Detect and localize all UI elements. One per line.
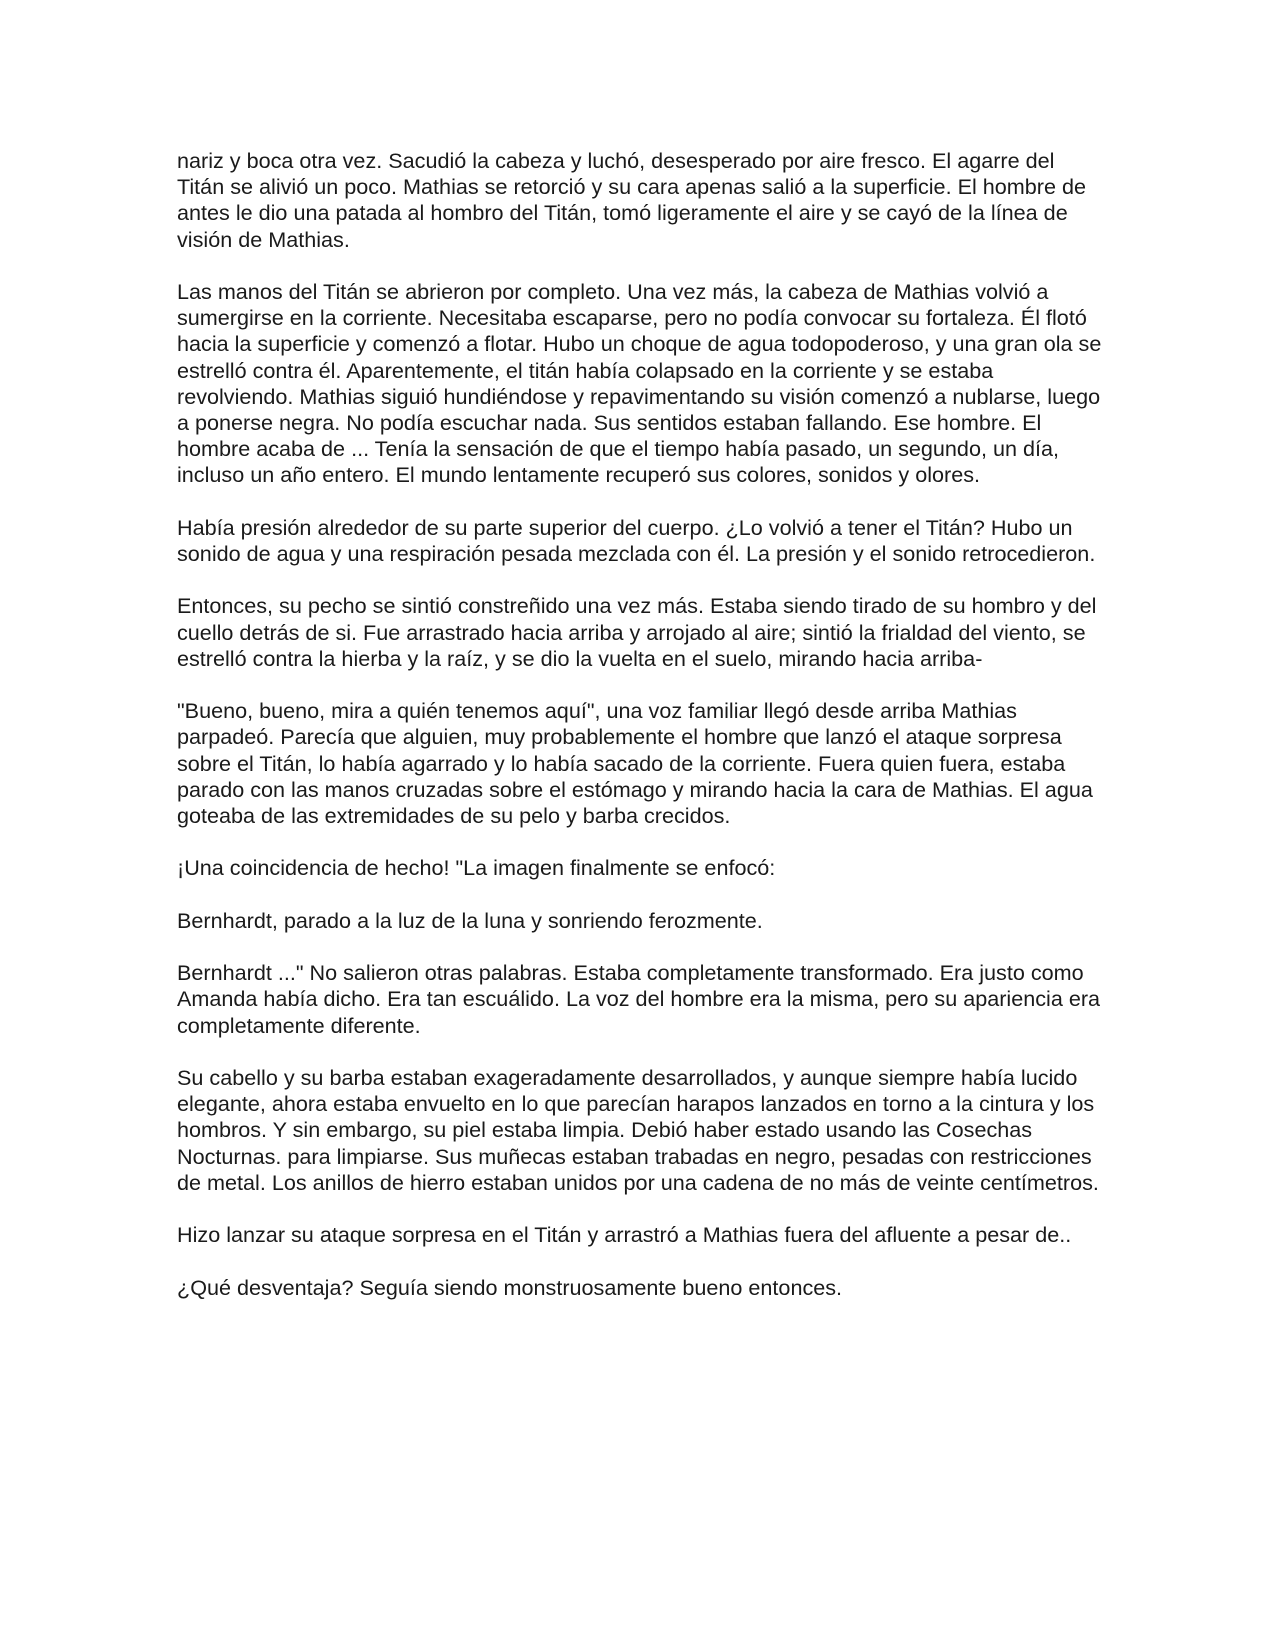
paragraph: Bernhardt, parado a la luz de la luna y sonriendo ferozmente. (177, 907, 763, 933)
paragraph: Entonces, su pecho se sintió constreñido una vez más. Estaba siendo tirado de su hombro y del cuello detrás de si. Fue arrastrado hacia arriba y arrojado al aire; sintió la frialdad del viento, se estrelló contra la hierba y la raíz, y se dio la vuelta en el suelo, mirando hacia arriba- (177, 593, 1097, 671)
document-body (177, 148, 1107, 1327)
paragraph: nariz y boca otra vez. Sacudió la cabeza y luchó, desesperado por aire fresco. El agarre del Titán se alivió un poco. Mathias se retorció y su cara apenas salió a la superficie. El hombre de antes le dio una patada al hombro del Titán, tomó ligeramente el aire y se cayó de la línea de visión de Mathias. (177, 148, 1087, 252)
paragraph: Había presión alrededor de su parte superior del cuerpo. ¿Lo volvió a tener el Titán? Hubo un sonido de agua y una respiración pesada mezclada con él. La presión y el sonido retrocedieron. (177, 514, 1096, 567)
paragraph: "Bueno, bueno, mira a quién tenemos aquí", una voz familiar llegó desde arriba Mathias parpadeó. Parecía que alguien, muy probablemente el hombre que lanzó el ataque sorpresa sobre el Titán, lo había agarrado y lo había sacado de la corriente. Fuera quien fuera, estaba parado con las manos cruzadas sobre el estómago y mirando hacia la cara de Mathias. El agua goteaba de las extremidades de su pelo y barba crecidos. (177, 698, 1093, 829)
paragraph: Su cabello y su barba estaban exageradamente desarrollados, y aunque siempre había lucido elegante, ahora estaba envuelto en lo que parecían harapos lanzados en torno a la cintura y los hombros. Y sin embargo, su piel estaba limpia. Debió haber estado usando las Cosechas Nocturnas. para limpiarse. Sus muñecas estaban trabadas en negro, pesadas con restricciones de metal. Los anillos de hierro estaban unidos por una cadena de no más de veinte centímetros. (177, 1064, 1099, 1195)
paragraph: Las manos del Titán se abrieron por completo. Una vez más, la cabeza de Mathias volvió a sumergirse en la corriente. Necesitaba escaparse, pero no podía convocar su fortaleza. Él flotó hacia la superficie y comenzó a flotar. Hubo un choque de agua todopoderoso, y una gran ola se estrelló contra él. Aparentemente, el titán había colapsado en la corriente y se estaba revolviendo. Mathias siguió hundiéndose y repavimentando su visión comenzó a nublarse, luego a ponerse negra. No podía escuchar nada. Sus sentidos estaban fallando. Ese hombre. El hombre acaba de ... Tenía la sensación de que el tiempo había pasado, un segundo, un día, incluso un año entero. El mundo lentamente recuperó sus colores, sonidos y olores. (177, 279, 1102, 488)
paragraph: Bernhardt ..." No salieron otras palabras. Estaba completamente transformado. Era justo como Amanda había dicho. Era tan escuálido. La voz del hombre era la misma, pero su apariencia era completamente diferente. (177, 960, 1101, 1038)
paragraph: Hizo lanzar su ataque sorpresa en el Titán y arrastró a Mathias fuera del afluente a pesar de.. (177, 1222, 1072, 1248)
paragraph: ¿Qué desventaja? Seguía siendo monstruosamente bueno entonces. (177, 1274, 843, 1300)
paragraph: ¡Una coincidencia de hecho! "La imagen finalmente se enfocó: (177, 855, 776, 881)
